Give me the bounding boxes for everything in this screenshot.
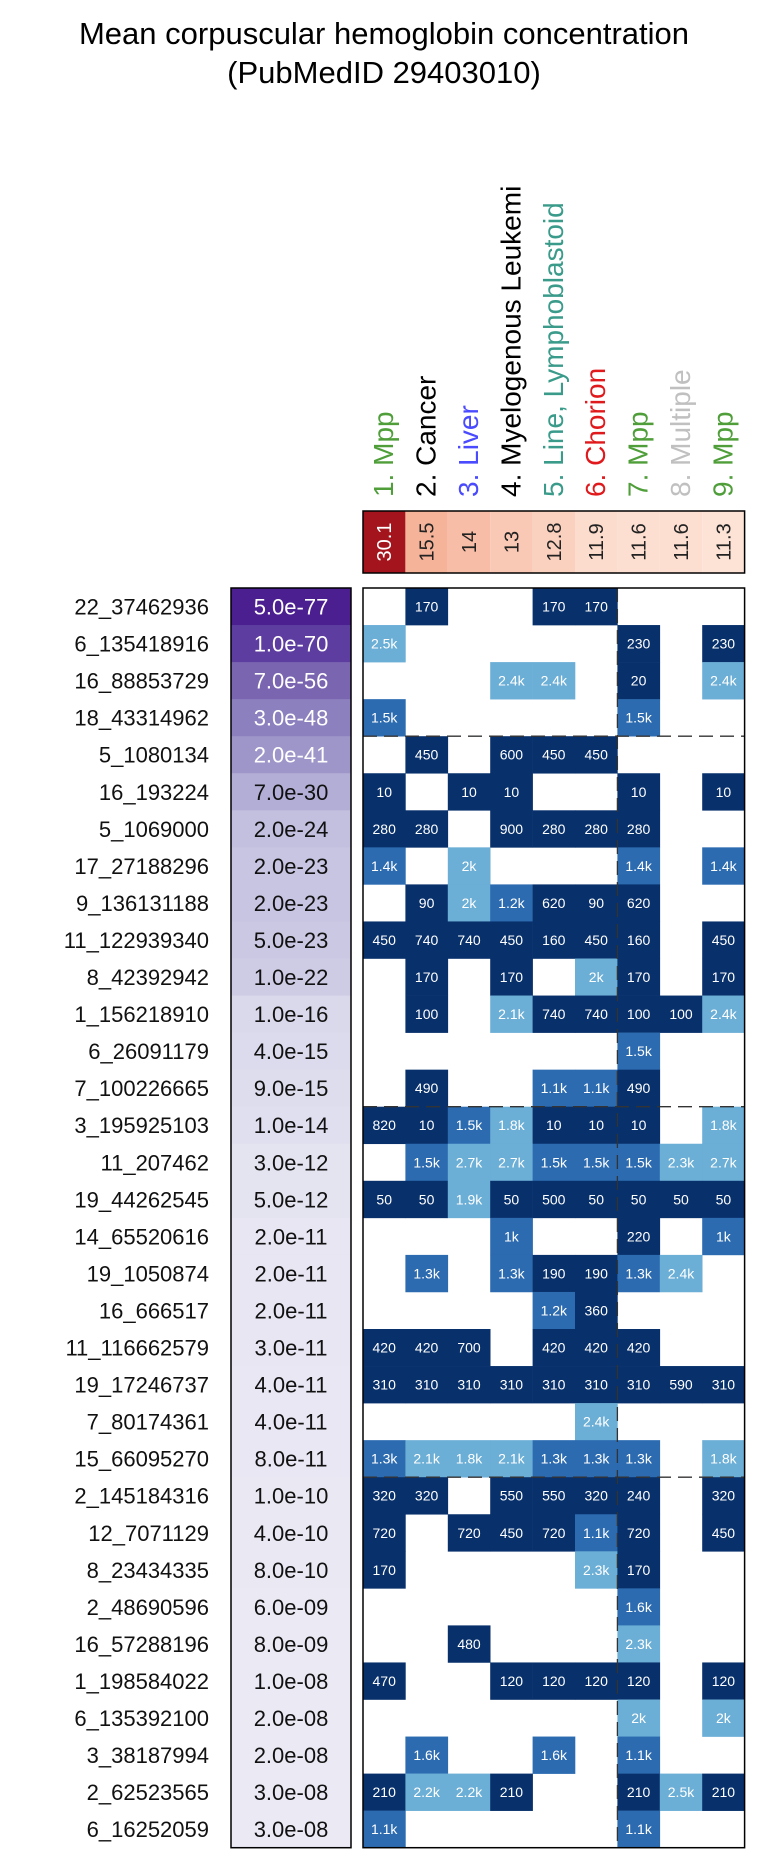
heatmap-cell-label: 2.7k (455, 1154, 483, 1171)
pvalue-label: 7.0e-30 (253, 779, 329, 805)
heatmap-cell-label: 450 (542, 746, 566, 763)
heatmap-cell-label: 1.4k (710, 857, 737, 874)
heatmap-cell-label: 900 (499, 820, 524, 837)
snp-label: 8_42392942 (86, 965, 209, 991)
heatmap-cell-label: 230 (626, 635, 651, 652)
column-label-6: 6. Chorion (580, 367, 612, 497)
pvalue-label: 4.0e-10 (253, 1520, 329, 1546)
heatmap-cell-label: 240 (626, 1487, 651, 1504)
heatmap-cell-label: 1.4k (370, 857, 398, 874)
snp-label: 17_27188296 (74, 853, 209, 879)
heatmap-cell-label: 1.5k (455, 1117, 483, 1134)
heatmap-cell-label: 50 (503, 1191, 520, 1208)
heatmap-cell-label: 820 (372, 1117, 396, 1134)
heatmap-cell-label: 210 (626, 1784, 651, 1801)
snp-label: 3_38187994 (86, 1743, 209, 1769)
heatmap-cell-label: 1.1k (582, 1080, 610, 1097)
pvalue-label: 4.0e-11 (254, 1409, 328, 1435)
snp-label: 6_135392100 (74, 1706, 209, 1732)
snp-label: 16_88853729 (74, 668, 209, 694)
snp-label: 19_17246737 (74, 1372, 209, 1398)
heatmap-cell-label: 420 (584, 1339, 608, 1356)
score-label-8: 11.6 (671, 523, 693, 561)
column-label-5: 5. Line, Lymphoblastoid (537, 202, 569, 497)
heatmap-cell-label: 1.2k (540, 1302, 568, 1319)
pvalue-label: 4.0e-11 (254, 1372, 328, 1398)
snp-label: 11_116662579 (65, 1335, 209, 1361)
heatmap-cell-label: 10 (503, 783, 520, 800)
heatmap-cell-label: 280 (542, 820, 566, 837)
heatmap-cell-label: 620 (542, 894, 566, 911)
heatmap-cell-label: 450 (584, 746, 608, 763)
heatmap-cell-label: 170 (414, 598, 439, 615)
heatmap-cell-label: 420 (414, 1339, 439, 1356)
snp-label: 6_135418916 (74, 631, 209, 657)
chart-title-line1: Mean corpuscular hemoglobin concentration (78, 16, 690, 51)
heatmap-cell-label: 210 (711, 1784, 736, 1801)
snp-label: 6_26091179 (88, 1039, 209, 1065)
heatmap-cell-label: 1.8k (710, 1450, 737, 1467)
pvalue-label: 5.0e-23 (253, 927, 329, 953)
heatmap-cell-label: 2.3k (582, 1561, 610, 1578)
snp-label: 2_62523565 (86, 1780, 209, 1806)
heatmap-cell-label: 450 (584, 931, 608, 948)
snp-label: 11_122939340 (63, 927, 209, 953)
heatmap-cell-label: 1.3k (540, 1450, 568, 1467)
heatmap-cell-label: 620 (626, 894, 651, 911)
heatmap-cell-label: 2.4k (582, 1413, 610, 1430)
heatmap-cell-label: 1.5k (370, 709, 398, 726)
heatmap-cell-label: 2.1k (498, 1006, 525, 1023)
heatmap-cell-label: 10 (461, 783, 477, 800)
heatmap-cell-label: 100 (626, 1006, 651, 1023)
heatmap-cell-label: 1.8k (498, 1117, 525, 1134)
heatmap-cell-label: 10 (546, 1117, 562, 1134)
pvalue-label: 3.0e-12 (253, 1150, 329, 1176)
heatmap-cell-label: 2k (461, 894, 477, 911)
snp-label: 2_145184316 (74, 1483, 209, 1509)
heatmap-cell-label: 420 (626, 1339, 651, 1356)
heatmap-cell-label: 420 (372, 1339, 396, 1356)
heatmap-cell-label: 310 (457, 1376, 481, 1393)
column-label-4: 4. Myelogenous Leukemi (495, 185, 527, 497)
heatmap-cell-label: 740 (584, 1006, 608, 1023)
snp-label: 16_193224 (98, 779, 209, 805)
heatmap-cell-label: 320 (584, 1487, 608, 1504)
heatmap-cell-label: 90 (418, 894, 435, 911)
column-label-1: 1. Mpp (368, 411, 400, 497)
snp-label: 16_666517 (98, 1298, 209, 1324)
snp-label: 6_16252059 (86, 1817, 209, 1843)
heatmap-cell-label: 2.3k (625, 1635, 652, 1652)
heatmap-cell-label: 1.3k (498, 1265, 525, 1282)
heatmap-cell-label: 2k (588, 969, 604, 986)
heatmap-cell-label: 170 (372, 1561, 396, 1578)
score-label-2: 15.5 (416, 522, 439, 562)
heatmap-cell-label: 310 (711, 1376, 736, 1393)
pvalue-label: 2.0e-11 (254, 1261, 328, 1287)
heatmap-cell-label: 550 (499, 1487, 524, 1504)
heatmap-cell-label: 740 (457, 931, 481, 948)
heatmap-cell-label: 310 (499, 1376, 524, 1393)
snp-label: 18_43314962 (74, 705, 209, 731)
heatmap-cell-label: 280 (584, 820, 608, 837)
heatmap-cell-label: 50 (673, 1191, 689, 1208)
column-label-9: 9. Mpp (707, 411, 739, 497)
heatmap-cell-label: 280 (414, 820, 439, 837)
score-label-9: 11.3 (713, 523, 736, 561)
heatmap-cell-label: 2.4k (540, 672, 568, 689)
heatmap-cell-label: 720 (542, 1524, 566, 1541)
heatmap-cell-label: 2.7k (710, 1154, 737, 1171)
heatmap-cell-label: 10 (376, 783, 392, 800)
score-label-1: 30.1 (374, 522, 397, 562)
heatmap-cell-label: 190 (584, 1265, 608, 1282)
heatmap-cell-label: 170 (711, 969, 736, 986)
snp-label: 8_23434335 (86, 1557, 209, 1583)
heatmap-cell-label: 310 (626, 1376, 651, 1393)
heatmap-cell-label: 160 (626, 931, 651, 948)
heatmap-cell-label: 360 (584, 1302, 608, 1319)
heatmap-cell-label: 1.8k (455, 1450, 483, 1467)
snp-label: 7_100226665 (74, 1076, 209, 1102)
snp-label: 9_136131188 (76, 890, 209, 916)
heatmap-cell-label: 500 (542, 1191, 566, 1208)
snp-label: 3_195925103 (74, 1113, 209, 1139)
heatmap-cell-label: 1.5k (413, 1154, 440, 1171)
heatmap-cell-label: 720 (372, 1524, 396, 1541)
heatmap-cell-label: 450 (499, 931, 524, 948)
heatmap-cell-label: 1.3k (413, 1265, 440, 1282)
heatmap-cell-label: 50 (630, 1191, 647, 1208)
pvalue-label: 2.0e-23 (253, 853, 329, 879)
heatmap-cell-label: 480 (457, 1635, 481, 1652)
snp-label: 1_156218910 (74, 1002, 209, 1028)
heatmap-cell-label: 450 (414, 746, 439, 763)
pvalue-label: 2.0e-23 (253, 890, 329, 916)
snp-label: 1_198584022 (74, 1668, 209, 1694)
heatmap-cell-label: 1.5k (540, 1154, 568, 1171)
column-label-2: 2. Cancer (410, 375, 442, 497)
heatmap-cell-label: 2k (631, 1710, 646, 1727)
heatmap-cell-label: 450 (711, 1524, 736, 1541)
heatmap-cell-label: 310 (542, 1376, 566, 1393)
heatmap-cell-label: 1.1k (625, 1747, 652, 1764)
score-label-3: 14 (459, 530, 481, 554)
chart-title-line2: (PubMedID 29403010) (227, 55, 541, 90)
heatmap-cell-label: 210 (372, 1784, 396, 1801)
heatmap-cell-label: 1k (716, 1228, 731, 1245)
heatmap-cell-label: 1.6k (413, 1747, 440, 1764)
snp-label: 5_1080134 (98, 742, 209, 768)
pvalue-label: 2.0e-11 (254, 1298, 328, 1324)
heatmap-cell-label: 10 (418, 1117, 435, 1134)
heatmap-cell-label: 2.5k (667, 1784, 695, 1801)
pvalue-label: 1.0e-16 (253, 1002, 329, 1028)
score-label-4: 13 (501, 530, 524, 554)
heatmap-cell-label: 120 (499, 1672, 524, 1689)
heatmap-cell-label: 120 (711, 1672, 736, 1689)
heatmap-cell-label: 2.3k (667, 1154, 695, 1171)
heatmap-cell-label: 600 (499, 746, 524, 763)
column-label-7: 7. Mpp (622, 411, 654, 497)
heatmap-cell-label: 720 (457, 1524, 481, 1541)
heatmap-cell-label: 1.5k (582, 1154, 610, 1171)
pvalue-label: 9.0e-15 (253, 1076, 329, 1102)
heatmap-cell-label: 450 (711, 931, 736, 948)
heatmap-cell-label: 160 (542, 931, 566, 948)
heatmap-cell-label: 1.5k (625, 1154, 652, 1171)
heatmap-cell-label: 10 (630, 1117, 647, 1134)
heatmap-cell-label: 1.4k (625, 857, 652, 874)
snp-label: 19_1050874 (86, 1261, 209, 1287)
heatmap-cell-label: 1.3k (625, 1450, 652, 1467)
heatmap-cell-label: 230 (711, 635, 736, 652)
heatmap-cell-label: 1.1k (625, 1821, 652, 1838)
heatmap-cell-label: 1.9k (455, 1191, 483, 1208)
heatmap-cell-label: 2.7k (498, 1154, 525, 1171)
pvalue-label: 1.0e-22 (253, 965, 329, 991)
heatmap-cell-label: 740 (414, 931, 439, 948)
heatmap-cell-label: 590 (669, 1376, 693, 1393)
heatmap-cell-label: 2.1k (413, 1450, 440, 1467)
heatmap-cell-label: 320 (414, 1487, 439, 1504)
heatmap-cell-label: 2.4k (710, 1006, 737, 1023)
heatmap-cell-label: 310 (584, 1376, 608, 1393)
pvalue-label: 8.0e-10 (253, 1557, 329, 1583)
heatmap-cell-label: 1.2k (498, 894, 525, 911)
heatmap-cell-label: 2.2k (455, 1784, 483, 1801)
heatmap-cell-label: 450 (372, 931, 396, 948)
heatmap-cell-label: 450 (499, 1524, 524, 1541)
pvalue-label: 5.0e-12 (253, 1187, 329, 1213)
heatmap-cell-label: 310 (414, 1376, 439, 1393)
pvalue-label: 8.0e-11 (254, 1446, 328, 1472)
heatmap-cell-label: 1.1k (370, 1821, 398, 1838)
heatmap-cell-label: 2k (461, 857, 477, 874)
pvalue-label: 2.0e-11 (254, 1224, 328, 1250)
heatmap-cell-label: 1.8k (710, 1117, 737, 1134)
pvalue-label: 1.0e-70 (253, 631, 329, 657)
pvalue-label: 5.0e-77 (253, 594, 329, 620)
heatmap-cell-label: 90 (588, 894, 604, 911)
pvalue-label: 2.0e-08 (253, 1743, 329, 1769)
heatmap-cell-label: 1.1k (540, 1080, 568, 1097)
pvalue-label: 8.0e-09 (253, 1631, 329, 1657)
heatmap-cell-label: 120 (626, 1672, 651, 1689)
heatmap-cell-label: 740 (542, 1006, 566, 1023)
heatmap-cell-label: 170 (542, 598, 566, 615)
heatmap-cell-label: 320 (711, 1487, 736, 1504)
heatmap-cell-label: 100 (414, 1006, 439, 1023)
column-label-8: 8. Multiple (665, 369, 696, 497)
snp-label: 19_44262545 (74, 1187, 209, 1213)
heatmap-cell-label: 490 (414, 1080, 439, 1097)
score-label-6: 11.9 (586, 523, 609, 561)
heatmap-cell-label: 280 (626, 820, 651, 837)
heatmap-cell-label: 2.4k (710, 672, 737, 689)
pvalue-label: 3.0e-11 (254, 1335, 328, 1361)
heatmap-cell-label: 120 (584, 1672, 608, 1689)
heatmap-cell-label: 1.5k (625, 1043, 652, 1060)
heatmap-cell-label: 1.3k (370, 1450, 398, 1467)
heatmap-cell-label: 20 (630, 672, 647, 689)
pvalue-label: 2.0e-41 (253, 742, 329, 768)
heatmap-cell-label: 190 (542, 1265, 566, 1282)
heatmap-cell-label: 1.6k (540, 1747, 568, 1764)
score-label-7: 11.6 (628, 523, 651, 561)
pvalue-label: 4.0e-15 (253, 1039, 329, 1065)
heatmap-cell-label: 100 (669, 1006, 693, 1023)
heatmap-cell-label: 280 (372, 820, 396, 837)
pvalue-label: 2.0e-08 (253, 1706, 329, 1732)
heatmap-cell-label: 2k (716, 1710, 731, 1727)
pvalue-label: 3.0e-08 (253, 1817, 329, 1843)
heatmap-cell-label: 490 (626, 1080, 651, 1097)
pvalue-label: 1.0e-10 (253, 1483, 329, 1509)
heatmap-cell-label: 50 (376, 1191, 392, 1208)
heatmap-cell-label: 10 (715, 783, 732, 800)
heatmap-cell-label: 2.1k (498, 1450, 525, 1467)
heatmap-cell-label: 1.1k (582, 1524, 610, 1541)
heatmap-cell-label: 120 (542, 1672, 566, 1689)
pvalue-label: 1.0e-08 (253, 1668, 329, 1694)
snp-label: 12_7071129 (88, 1520, 209, 1546)
score-label-5: 12.8 (543, 522, 566, 562)
heatmap-cell-label: 10 (630, 783, 647, 800)
heatmap-cell-label: 700 (457, 1339, 481, 1356)
snp-label: 22_37462936 (74, 594, 209, 620)
heatmap-cell-label: 2.4k (667, 1265, 695, 1282)
heatmap-cell-label: 170 (499, 969, 524, 986)
column-label-3: 3. Liver (453, 405, 484, 497)
pvalue-label: 2.0e-24 (253, 816, 329, 842)
pvalue-label: 7.0e-56 (253, 668, 329, 694)
heatmap-cell-label: 2.2k (413, 1784, 440, 1801)
snp-label: 2_48690596 (86, 1594, 209, 1620)
pvalue-label: 6.0e-09 (253, 1594, 329, 1620)
snp-label: 14_65520616 (74, 1224, 209, 1250)
heatmap-cell-label: 10 (588, 1117, 604, 1134)
heatmap-cell-label: 1.3k (625, 1265, 652, 1282)
heatmap-cell-label: 1.3k (582, 1450, 610, 1467)
heatmap-cell-label: 420 (542, 1339, 566, 1356)
snp-label: 11_207462 (100, 1150, 209, 1176)
pvalue-label: 1.0e-14 (253, 1113, 329, 1139)
snp-label: 16_57288196 (74, 1631, 209, 1657)
heatmap-cell-label: 720 (626, 1524, 651, 1541)
heatmap-cell-label: 320 (372, 1487, 396, 1504)
heatmap-cell-label: 210 (499, 1784, 524, 1801)
snp-label: 5_1069000 (98, 816, 209, 842)
heatmap-cell-label: 2.4k (498, 672, 525, 689)
pvalue-label: 3.0e-08 (253, 1780, 329, 1806)
heatmap-cell-label: 2.5k (370, 635, 398, 652)
heatmap-cell-label: 310 (372, 1376, 396, 1393)
snp-label: 7_80174361 (86, 1409, 209, 1435)
heatmap-cell-label: 50 (418, 1191, 435, 1208)
heatmap-cell-label: 470 (372, 1672, 396, 1689)
heatmap-cell-label: 170 (584, 598, 608, 615)
pvalue-label: 3.0e-48 (253, 705, 329, 731)
heatmap-cell-label: 170 (626, 969, 651, 986)
heatmap-cell-label: 550 (542, 1487, 566, 1504)
heatmap-cell-label: 220 (626, 1228, 651, 1245)
heatmap-cell-label: 170 (414, 969, 439, 986)
heatmap-cell-label: 1.6k (625, 1598, 652, 1615)
heatmap-cell-label: 170 (626, 1561, 651, 1578)
heatmap-cell-label: 1k (504, 1228, 519, 1245)
heatmap-cell-label: 1.5k (625, 709, 652, 726)
heatmap-cell-label: 50 (715, 1191, 732, 1208)
heatmap-cell-label: 50 (588, 1191, 604, 1208)
snp-label: 15_66095270 (74, 1446, 209, 1472)
